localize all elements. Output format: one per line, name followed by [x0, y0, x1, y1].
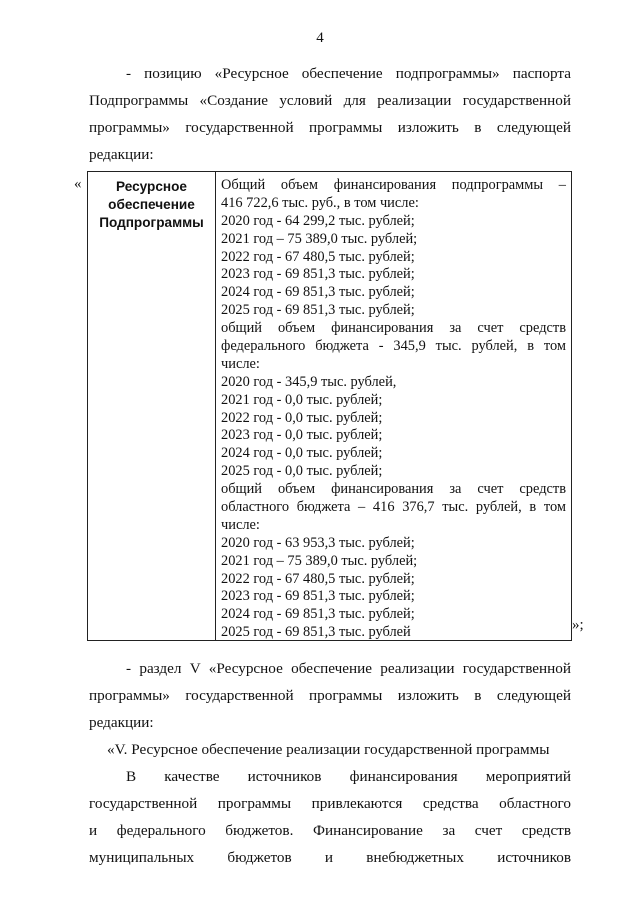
table-line: 2020 год - 63 953,3 тыс. рублей; — [221, 534, 415, 551]
table-line: 2024 год - 69 851,3 тыс. рублей; — [221, 606, 415, 623]
table-line: федерального бюджета - 345,9 тыс. рублей, в том — [221, 338, 566, 355]
table-line: 2025 год - 69 851,3 тыс. рублей — [221, 624, 411, 641]
table-line: 416 722,6 тыс. руб., в том числе: — [221, 194, 419, 211]
table-line: 2023 год - 69 851,3 тыс. рублей; — [221, 588, 415, 605]
table-line: общий объем финансирования за счет средств — [221, 320, 566, 337]
table-line: 2023 год - 0,0 тыс. рублей; — [221, 427, 383, 444]
section-line: программы» государственной программы изложить в следующей — [89, 687, 571, 704]
table-line: 2022 год - 67 480,5 тыс. рублей; — [221, 248, 415, 265]
table-close-quote: »; — [572, 617, 584, 633]
table-line: 2025 год - 69 851,3 тыс. рублей; — [221, 302, 415, 319]
table-line: 2021 год – 75 389,0 тыс. рублей; — [221, 552, 418, 569]
intro-line: программы» государственной программы изложить в следующей — [89, 119, 571, 136]
table-line: 2025 год - 0,0 тыс. рублей; — [221, 463, 383, 480]
table-line: 2024 год - 69 851,3 тыс. рублей; — [221, 284, 415, 301]
intro-line: Подпрограммы «Создание условий для реализации государственной — [89, 92, 571, 109]
table-line: 2021 год - 0,0 тыс. рублей; — [221, 391, 383, 408]
table-open-quote: « — [74, 176, 82, 192]
table-line: 2022 год - 67 480,5 тыс. рублей; — [221, 570, 415, 587]
body-line: В качестве источников финансирования мероприятий — [126, 768, 571, 785]
table-line: числе: — [221, 516, 260, 533]
table-label-line: Подпрограммы — [99, 215, 204, 230]
table-line: 2022 год - 0,0 тыс. рублей; — [221, 409, 383, 426]
section-line: редакции: — [89, 714, 154, 731]
table-line: 2020 год - 345,9 тыс. рублей, — [221, 373, 397, 390]
table-line: числе: — [221, 355, 260, 372]
intro-line: - позицию «Ресурсное обеспечение подпрограммы» паспорта — [126, 65, 571, 82]
table-line: 2021 год – 75 389,0 тыс. рублей; — [221, 230, 418, 247]
resource-table — [87, 171, 572, 641]
table-line: областного бюджета – 416 376,7 тыс. рублей, в том — [221, 499, 566, 516]
intro-line: редакции: — [89, 146, 154, 163]
table-left-cell — [88, 172, 216, 640]
section-heading-paragraph — [89, 736, 571, 763]
body-line: и федерального бюджетов. Финансирование за счет средств — [89, 822, 571, 839]
table-line: 2020 год - 64 299,2 тыс. рублей; — [221, 212, 415, 229]
section-paragraph — [89, 655, 571, 736]
table-line: 2024 год - 0,0 тыс. рублей; — [221, 445, 383, 462]
body-line: муниципальных бюджетов и внебюджетных источников — [89, 849, 571, 866]
table-label-line: обеспечение — [108, 197, 195, 212]
table-line: Общий объем финансирования подпрограммы – — [221, 177, 566, 193]
page-number: 4 — [316, 30, 324, 46]
section-heading: «V. Ресурсное обеспечение реализации государственной программы — [107, 741, 550, 758]
table-label-line: Ресурсное — [116, 179, 187, 194]
section-line: - раздел V «Ресурсное обеспечение реализации государственной — [126, 660, 571, 677]
table-right-cell — [221, 177, 566, 642]
body-paragraph — [89, 763, 571, 871]
table-line: общий объем финансирования за счет средств — [221, 481, 566, 498]
table-line: 2023 год - 69 851,3 тыс. рублей; — [221, 266, 415, 283]
body-line: государственной программы привлекаются средства областного — [89, 795, 571, 812]
intro-paragraph — [89, 60, 571, 168]
